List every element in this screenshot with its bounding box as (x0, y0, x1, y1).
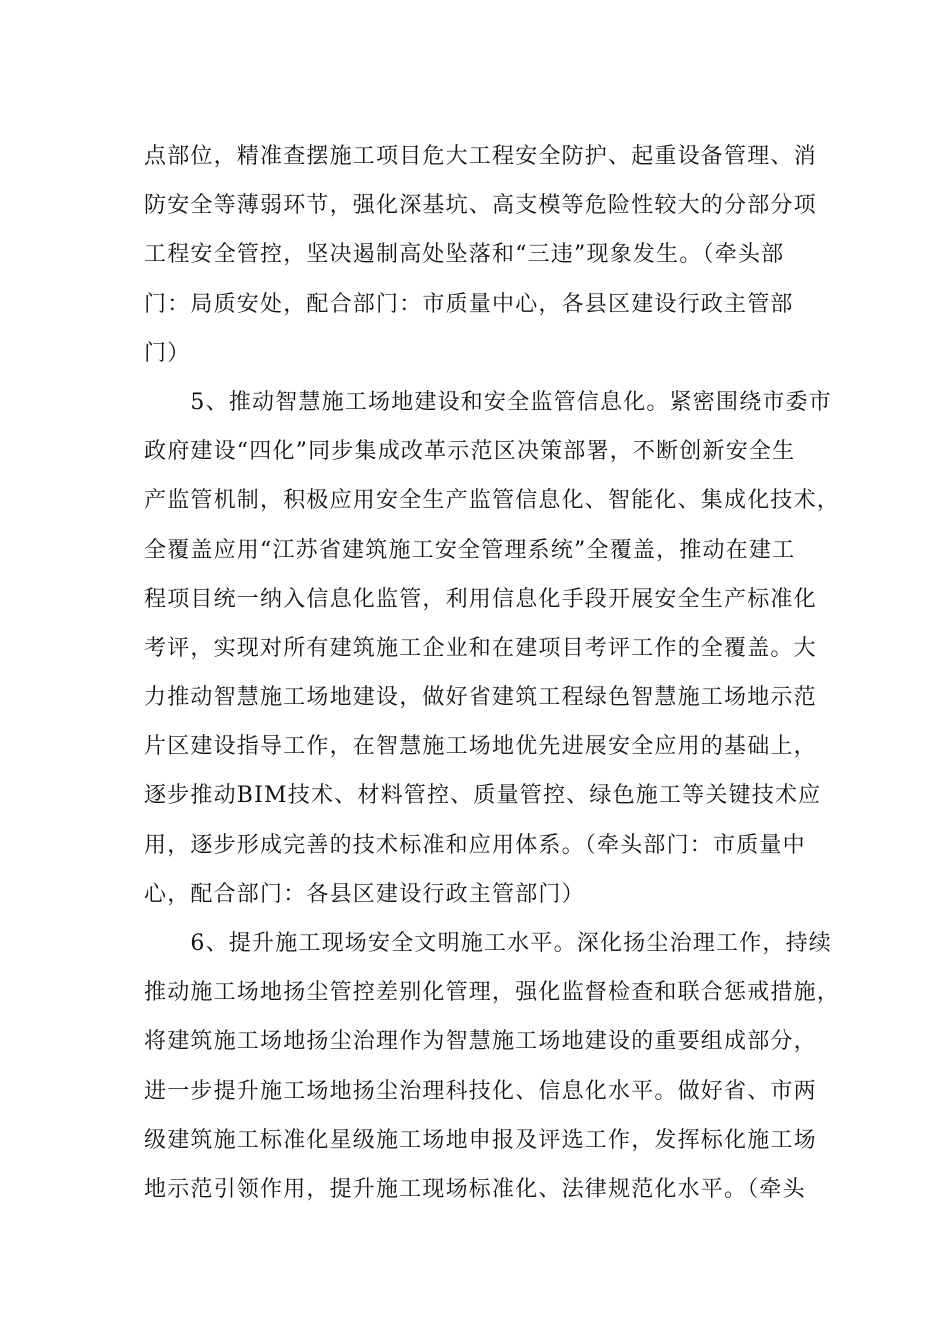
text-line: 工程安全管控，坚决遏制高处坠落和“三违”现象发生。（牵头部 (144, 242, 785, 268)
text-line: 片区建设指导工作，在智慧施工场地优先进展安全应用的基础上， (144, 734, 817, 760)
text-line: 产监管机制，积极应用安全生产监管信息化、智能化、集成化技术， (144, 488, 841, 514)
text-line: 防安全等薄弱环节，强化深基坑、高支模等危险性较大的分部分项 (144, 193, 817, 219)
text-line: 门：局质安处，配合部门：市质量中心，各县区建设行政主管部 (144, 291, 794, 317)
text-line: 将建筑施工场地扬尘治理作为智慧施工场地建设的重要组成部分， (144, 1029, 817, 1055)
body-text (144, 132, 844, 1214)
text-line: 地示范引领作用，提升施工现场标准化、法律规范化水平。（牵头 (144, 1176, 806, 1202)
text-line: 考评，实现对所有建筑施工企业和在建项目考评工作的全覆盖。大 (144, 635, 817, 661)
text-line: 心，配合部门：各县区建设行政主管部门） (144, 881, 585, 907)
text-line: 级建筑施工标准化星级施工场地申报及评选工作，发挥标化施工场 (144, 1127, 817, 1153)
text-line: 逐步推动BIM技术、材料管控、质量管控、绿色施工等关键技术应 (144, 783, 822, 809)
text-line: 用，逐步形成完善的技术标准和应用体系。（牵头部门：市质量中 (144, 832, 806, 858)
text-line: 6、提升施工现场安全文明施工水平。深化扬尘治理工作，持续 (144, 931, 832, 956)
text-line: 推动施工场地扬尘管控差别化管理，强化监督检查和联合惩戒措施， (144, 980, 841, 1006)
text-line: 5、推动智慧施工场地建设和安全监管信息化。紧密围绕市委市 (144, 389, 832, 415)
text-line: 力推动智慧施工场地建设，做好省建筑工程绿色智慧施工场地示范 (144, 685, 817, 711)
text-line: 程项目统一纳入信息化监管，利用信息化手段开展安全生产标准化 (144, 586, 817, 612)
text-line: 全覆盖应用“江苏省建筑施工安全管理系统”全覆盖，推动在建工 (144, 537, 796, 563)
text-line: 门） (144, 340, 191, 366)
text-line: 政府建设“四化”同步集成改革示范区决策部署，不断创新安全生 (144, 439, 796, 465)
text-line: 进一步提升施工场地扬尘治理科技化、信息化水平。做好省、市两 (144, 1078, 817, 1104)
text-line: 点部位，精准查摆施工项目危大工程安全防护、起重设备管理、消 (144, 144, 817, 169)
